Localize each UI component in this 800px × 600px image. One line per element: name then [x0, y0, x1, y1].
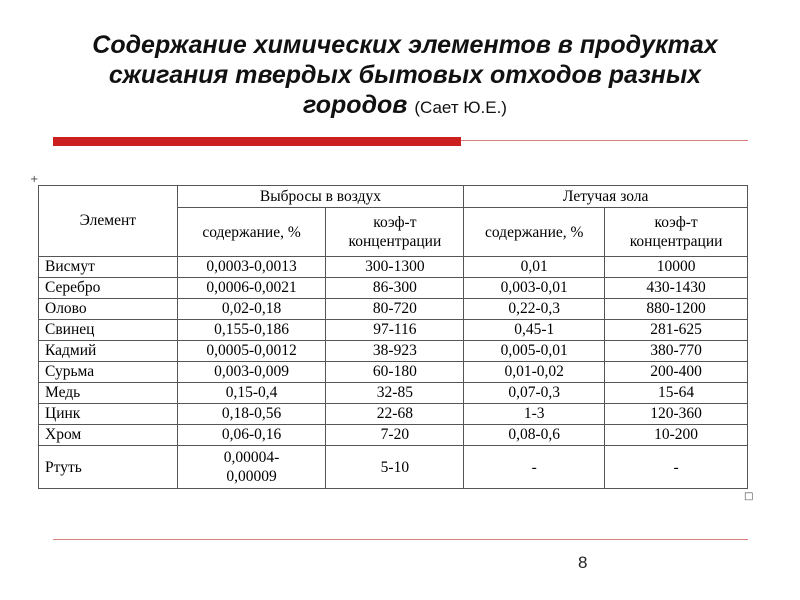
slide-title-text: Содержание химических элементов в продуктах сжигания твердых бытовых отходов разных городов: [92, 31, 718, 119]
header-ash-coef-line2: концентрации: [629, 233, 723, 250]
table-resize-handle-icon[interactable]: □: [744, 491, 754, 502]
table-row: [39, 320, 748, 341]
cell-ash-content: 0,08-0,6: [464, 425, 605, 446]
cell-ash-coef: 281-625: [605, 320, 748, 341]
cell-ash-content: 0,01: [464, 257, 605, 278]
header-ash-coef-line1: коэф-т: [654, 214, 698, 231]
cell-air-coef: 80-720: [326, 299, 464, 320]
cell-ash-coef: 10-200: [605, 425, 748, 446]
cell-air-content-line2: 0,00009: [226, 468, 277, 485]
footer-divider: [53, 539, 748, 540]
elements-table: [38, 185, 748, 489]
table-row: [39, 383, 748, 404]
cell-air-content: 0,155-0,186: [177, 320, 326, 341]
cell-ash-coef: 380-770: [605, 341, 748, 362]
cell-ash-coef: 200-400: [605, 362, 748, 383]
cell-ash-content: 0,01-0,02: [464, 362, 605, 383]
header-group-ash: Летучая зола: [464, 186, 748, 208]
slide-title: [60, 30, 750, 123]
table-row: [39, 341, 748, 362]
cell-element: Цинк: [39, 404, 178, 425]
cell-ash-content: -: [464, 446, 605, 489]
table-row: [39, 362, 748, 383]
cell-element: Свинец: [39, 320, 178, 341]
cell-air-coef: 60-180: [326, 362, 464, 383]
header-air-coef-line1: коэф-т: [373, 214, 417, 231]
cell-air-content: 0,003-0,009: [177, 362, 326, 383]
table-row: [39, 257, 748, 278]
table-row: [39, 278, 748, 299]
slide-title-author: (Сает Ю.Е.): [414, 98, 507, 117]
header-element: Элемент: [39, 186, 178, 257]
cell-air-coef: 32-85: [326, 383, 464, 404]
header-air-coef-line2: концентрации: [348, 233, 442, 250]
cell-air-coef: 97-116: [326, 320, 464, 341]
table-row: [39, 446, 748, 489]
cell-ash-content: 0,07-0,3: [464, 383, 605, 404]
cell-air-coef: 7-20: [326, 425, 464, 446]
cell-element: Медь: [39, 383, 178, 404]
cell-air-coef: 5-10: [326, 446, 464, 489]
cell-ash-coef: 120-360: [605, 404, 748, 425]
cell-element: Олово: [39, 299, 178, 320]
header-group-air: Выбросы в воздух: [177, 186, 464, 208]
table-row: [39, 425, 748, 446]
title-underline-thin: [461, 140, 748, 141]
cell-ash-content: 0,45-1: [464, 320, 605, 341]
table-row: [39, 404, 748, 425]
cell-ash-content: 1-3: [464, 404, 605, 425]
table-header-row: [39, 186, 748, 208]
header-air-content: содержание, %: [177, 208, 326, 257]
cell-ash-content: 0,005-0,01: [464, 341, 605, 362]
cell-element: Висмут: [39, 257, 178, 278]
table-move-handle-icon[interactable]: +: [30, 174, 39, 185]
header-ash-content: содержание, %: [464, 208, 605, 257]
cell-air-content: 0,02-0,18: [177, 299, 326, 320]
cell-air-content: 0,06-0,16: [177, 425, 326, 446]
header-air-coef: [326, 208, 464, 257]
cell-air-content: [177, 446, 326, 489]
cell-ash-content: 0,22-0,3: [464, 299, 605, 320]
cell-air-content: 0,0006-0,0021: [177, 278, 326, 299]
cell-ash-coef: -: [605, 446, 748, 489]
cell-ash-coef: 880-1200: [605, 299, 748, 320]
page-number: 8: [578, 553, 588, 572]
cell-air-coef: 22-68: [326, 404, 464, 425]
cell-element: Ртуть: [39, 446, 178, 489]
cell-air-content: 0,0005-0,0012: [177, 341, 326, 362]
title-underline-accent: [53, 137, 461, 146]
cell-air-coef: 86-300: [326, 278, 464, 299]
cell-air-content-line1: 0,00004-: [223, 449, 280, 466]
cell-air-content: 0,18-0,56: [177, 404, 326, 425]
cell-element: Серебро: [39, 278, 178, 299]
cell-air-coef: 38-923: [326, 341, 464, 362]
cell-ash-coef: 430-1430: [605, 278, 748, 299]
cell-air-content: 0,0003-0,0013: [177, 257, 326, 278]
cell-ash-coef: 15-64: [605, 383, 748, 404]
table-row: [39, 299, 748, 320]
cell-air-coef: 300-1300: [326, 257, 464, 278]
cell-air-content: 0,15-0,4: [177, 383, 326, 404]
header-ash-coef: [605, 208, 748, 257]
cell-element: Кадмий: [39, 341, 178, 362]
cell-ash-content: 0,003-0,01: [464, 278, 605, 299]
cell-element: Хром: [39, 425, 178, 446]
cell-ash-coef: 10000: [605, 257, 748, 278]
cell-element: Сурьма: [39, 362, 178, 383]
